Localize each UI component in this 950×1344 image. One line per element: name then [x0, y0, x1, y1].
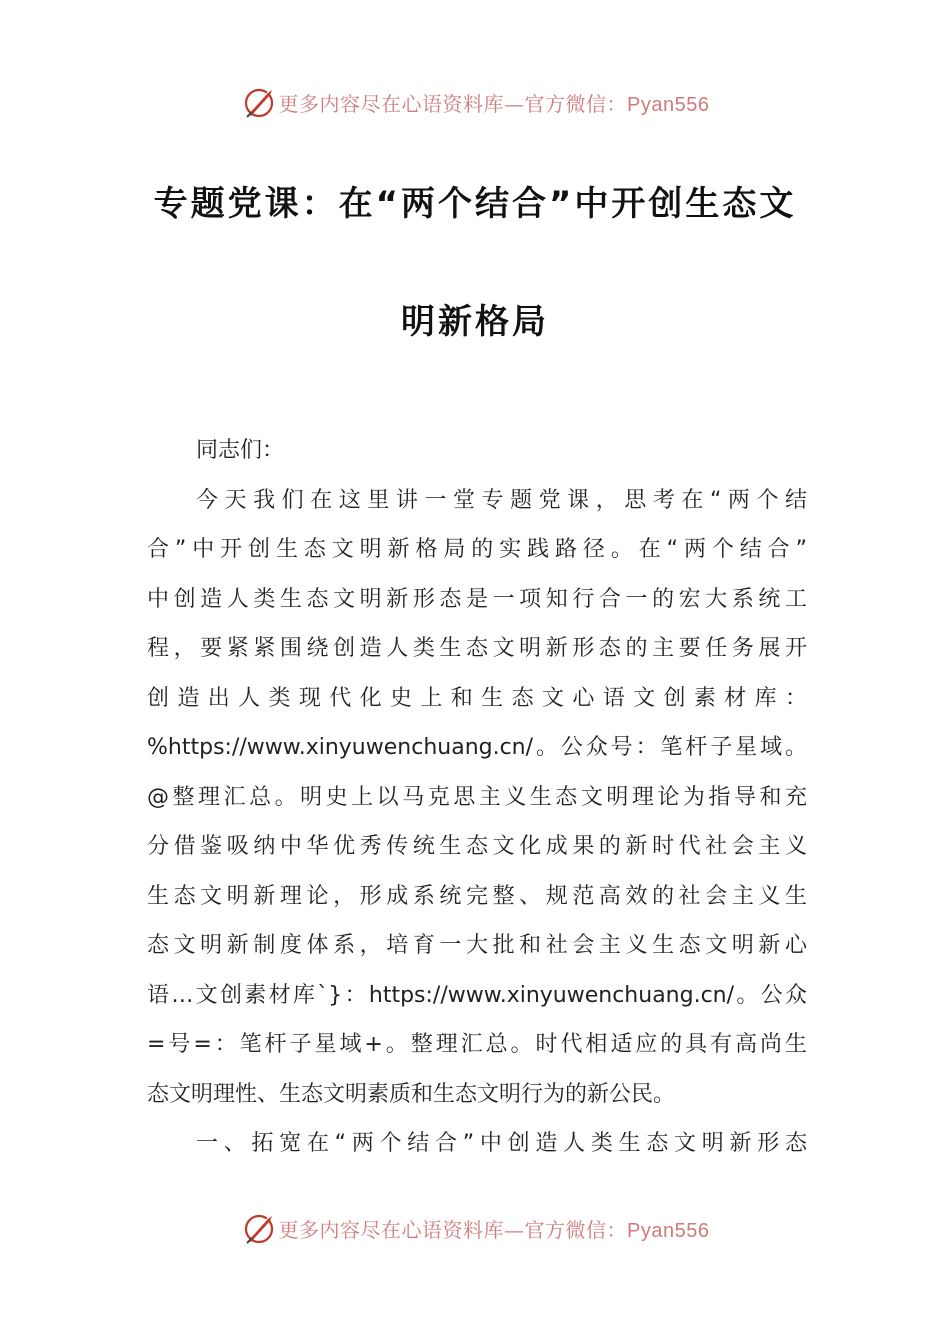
body-line: 今天我们在这里讲一堂专题党课，思考在“两个结: [196, 487, 807, 513]
body-line: 程，要紧紧围绕创造人类生态文明新形态的主要任务展开: [147, 636, 807, 661]
page-title-line-1: 专题党课：在“两个结合”中开创生态文: [153, 184, 797, 224]
body-line: 态文明新制度体系，培育一大批和社会主义生态文明新心: [147, 933, 807, 958]
body-line: 态文明理性、生态文明素质和生态文明行为的新公民。: [147, 1081, 676, 1107]
body-line: %https://www.xinyuwenchuang.cn/。公众号：笔杆子星域。: [147, 735, 807, 760]
body-line: 同志们：: [196, 438, 285, 463]
banner-text: 更多内容尽在心语资料库—官方微信：Pyan556: [278, 91, 710, 116]
page-title-line-2: 明新格局: [401, 302, 549, 342]
footer-banner: [0, 1206, 950, 1250]
body-line: 合”中开创生态文明新格局的实践路径。在“两个结合”: [147, 537, 807, 562]
wechat-id: Pyan556: [627, 93, 710, 116]
banner-text: 更多内容尽在心语资料库—官方微信：Pyan556: [278, 1217, 710, 1242]
wechat-id: Pyan556: [627, 1219, 710, 1242]
body-line: 创造出人类现代化史上和生态文心语文创素材库：: [147, 685, 807, 711]
quill-pen-logo-icon: [241, 84, 277, 120]
header-banner: [0, 80, 950, 124]
body-line: 生态文明新理论，形成系统完整、规范高效的社会主义生: [147, 883, 807, 909]
quill-pen-logo-icon: [241, 1210, 277, 1246]
body-line: 语…文创素材库`}：https://www.xinyuwenchuang.cn/。公众: [147, 982, 807, 1008]
body-line: =号=：笔杆子星域+。整理汇总。时代相适应的具有高尚生: [147, 1032, 807, 1057]
body-line: 中创造人类生态文明新形态是一项知行合一的宏大系统工: [147, 586, 807, 612]
section-heading: 一、拓宽在“两个结合”中创造人类生态文明新形态: [196, 1131, 807, 1156]
body-line: 分借鉴吸纳中华优秀传统生态文化成果的新时代社会主义: [147, 834, 807, 859]
body-line: @整理汇总。明史上以马克思主义生态文明理论为指导和充: [147, 784, 807, 810]
document-body: [147, 426, 807, 1169]
